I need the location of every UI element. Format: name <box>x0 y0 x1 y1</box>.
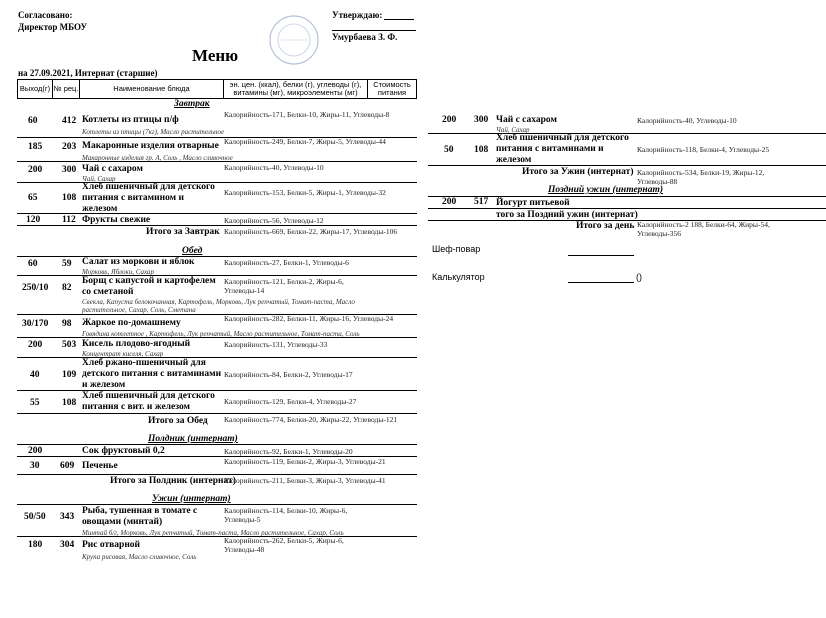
out-value: 120 <box>26 215 41 225</box>
dish-nutrition: Калорийность-118, Белки-4, Углеводы-25 <box>637 145 770 154</box>
dish-nutrition: Калорийность-129, Белки-4, Углеводы-27 <box>224 397 357 406</box>
section-late-dinner: Поздний ужин (интернат) <box>548 185 664 195</box>
dish-name: Кисель плодово-ягодный <box>82 339 191 349</box>
dish-nutrition: Калорийность-114, Белки-10, Жиры-6, Углеводы-5 <box>224 506 348 524</box>
calculator-label: Калькулятор <box>432 272 485 282</box>
row-divider <box>17 504 417 505</box>
chef-signature-line <box>568 255 634 256</box>
dish-nutrition: Калорийность-92, Белки-1, Углеводы-20 <box>224 447 353 456</box>
out-value: 60 <box>28 116 38 126</box>
calculator-paren: () <box>636 272 642 282</box>
out-value: 200 <box>442 115 457 125</box>
row-divider <box>17 390 417 391</box>
dish-name: Котлеты из птицы п/ф <box>82 115 179 125</box>
dish-nutrition: Калорийность-121, Белки-2, Жиры-6, Углеводы-14 <box>224 277 344 295</box>
page-title: Меню <box>192 46 239 65</box>
out-value: 55 <box>30 398 40 408</box>
row-divider <box>17 413 417 414</box>
section-breakfast: Завтрак <box>174 99 210 109</box>
section-dinner: Ужин (интернат) <box>152 494 231 504</box>
row-divider <box>17 256 417 257</box>
date-line: на 27.09.2021, Интернат (старшие) <box>18 68 158 78</box>
dish-name: Рис отварной <box>82 540 141 550</box>
recipe-number: 98 <box>62 319 72 329</box>
dish-nutrition: Калорийность-40, Углеводы-10 <box>637 116 737 125</box>
out-value: 250/10 <box>22 283 49 293</box>
recipe-number: 108 <box>474 145 489 155</box>
dish-name: Йогурт питьевой <box>496 198 570 208</box>
dish-name-line: детского питания с витаминами <box>82 369 222 379</box>
dish-nutrition: Калорийность-282, Белки-11, Жиры-16, Углеводы-24 <box>224 314 394 323</box>
out-value: 30/170 <box>22 319 49 329</box>
dish-name-line: железом <box>496 155 532 165</box>
row-divider <box>17 182 417 183</box>
dish-name: Фрукты свежие <box>82 215 151 225</box>
out-value: 50/50 <box>24 512 46 522</box>
th-cost: Стоимость питания <box>367 79 417 99</box>
dish-nutrition: Калорийность-27, Белки-1, Углеводы-6 <box>224 258 349 267</box>
out-value: 65 <box>28 193 38 203</box>
dish-ingredients: Минтай б/г, Морковь, Лук репчатый, Томат-паста, Масло растительное, Сахар, Соль <box>82 529 344 537</box>
late-dinner-total: того за Поздний ужин (интернат) <box>496 210 638 220</box>
stamp-seal <box>268 14 320 66</box>
day-total: Итого за день <box>576 221 635 231</box>
out-value: 200 <box>28 446 43 456</box>
approve-label: Утверждаю: <box>332 10 383 20</box>
dish-ingredients: Крупа рисовая, Масло сливочное, Соль <box>82 553 197 561</box>
dish-name-line: Хлеб пшеничный для детского <box>496 133 629 143</box>
recipe-number: 82 <box>62 283 72 293</box>
row-divider <box>17 474 417 475</box>
dish-ingredients: растительное, Сахар, Соль, Сметана <box>82 306 196 314</box>
recipe-number: 517 <box>474 197 489 207</box>
dish-name: Чай с сахаром <box>82 164 143 174</box>
recipe-number: 609 <box>60 461 75 471</box>
section-snack: Полдник (интернат) <box>148 434 238 444</box>
th-nutrients: эн. цен. (ккал), белки (г), углеводы (г), витамины (мг), микроэлементы (мг) <box>223 79 368 99</box>
approve-line-2 <box>332 30 416 31</box>
snack-total: Итого за Полдник (интернат) <box>110 476 236 486</box>
th-output: Выход(г) <box>17 79 53 99</box>
dish-name: Салат из моркови и яблок <box>82 257 195 267</box>
recipe-number: 203 <box>62 142 77 152</box>
dish-nutrition: Калорийность-249, Белки-7, Жиры-5, Углеводы-44 <box>224 137 386 146</box>
out-value: 50 <box>444 145 454 155</box>
row-divider <box>17 337 417 338</box>
dish-nutrition: Калорийность-119, Белки-2, Жиры-3, Углеводы-21 <box>224 457 386 466</box>
chef-label: Шеф-повар <box>432 244 481 254</box>
recipe-number: 300 <box>62 165 77 175</box>
dish-name-line: Борщ с капустой и картофелем <box>82 276 216 286</box>
dish-nutrition: Калорийность-153, Белки-5, Жиры-1, Углеводы-32 <box>224 188 386 197</box>
row-divider <box>17 357 417 358</box>
dish-name-line: Хлеб пшеничный для детского <box>82 182 215 192</box>
dish-name: Жаркое по-домашнему <box>82 318 181 328</box>
out-value: 30 <box>30 461 40 471</box>
out-value: 180 <box>28 540 43 550</box>
row-divider <box>17 444 417 445</box>
dish-ingredients: Говядина котлетное , Картофель, Лук репчатый, Масло растительное, Томат-паста, Соль <box>82 330 360 338</box>
dish-name: Печенье <box>82 461 118 471</box>
dish-ingredients: Котлеты из птицы (7кг), Масло растительное <box>82 128 225 136</box>
snack-total-nutrition: Калорийность-211, Белки-3, Жиры-3, Углеводы-41 <box>224 476 386 485</box>
dinner-total-nutrition: Калорийность-534, Белки-19, Жиры-12, Углеводы-88 <box>637 168 765 186</box>
breakfast-total: Итого за Завтрак <box>146 227 220 237</box>
recipe-number: 503 <box>62 340 77 350</box>
dish-name: Макаронные изделия отварные <box>82 141 219 151</box>
approver-name: Умурбаева З. Ф. <box>332 32 398 42</box>
dish-name-line: питания с вит. и железом <box>82 402 191 412</box>
row-divider <box>17 161 417 162</box>
th-name: Наименование блюда <box>79 79 224 99</box>
dish-name-line: питания с витамином и <box>82 193 184 203</box>
row-divider <box>428 165 826 166</box>
dish-nutrition: Калорийность-56, Углеводы-12 <box>224 216 324 225</box>
section-lunch: Обед <box>182 246 203 256</box>
dish-name: Чай с сахаром <box>496 115 557 125</box>
dinner-total: Итого за Ужин (интернат) <box>522 167 634 177</box>
recipe-number: 108 <box>62 398 77 408</box>
out-value: 200 <box>442 197 457 207</box>
dish-ingredients: Чай, Сахар <box>82 175 116 183</box>
day-total-nutrition: Калорийность-2 188, Белки-64, Жиры-54, Углеводы-356 <box>637 220 770 238</box>
row-divider <box>17 213 417 214</box>
dish-nutrition: Калорийность-262, Белки-5, Жиры-6, Углеводы-48 <box>224 536 344 554</box>
dish-ingredients: Свекла, Капуста белокочанная, Картофель, Морковь, Лук репчатый, Томат-паста, Масло <box>82 298 355 306</box>
dish-nutrition: Калорийность-131, Углеводы-33 <box>224 340 328 349</box>
recipe-number: 109 <box>62 370 77 380</box>
out-value: 60 <box>28 259 38 269</box>
recipe-number: 108 <box>62 193 77 203</box>
th-recipe: № рец. <box>52 79 80 99</box>
recipe-number: 304 <box>60 540 75 550</box>
dish-name-line: Рыба, тушенная в томате с <box>82 506 198 516</box>
dish-nutrition: Калорийность-171, Белки-10, Жиры-11, Углеводы-8 <box>224 110 390 119</box>
dish-ingredients: Чай, Сахар <box>496 126 530 134</box>
recipe-number: 300 <box>474 115 489 125</box>
breakfast-total-nutrition: Калорийность-669, Белки-22, Жиры-17, Углеводы-106 <box>224 227 398 236</box>
dish-name-line: и железом <box>82 380 126 390</box>
agreed-label: Согласовано: <box>18 10 73 20</box>
dish-name-line: овощами (минтай) <box>82 517 163 527</box>
recipe-number: 112 <box>62 215 76 225</box>
lunch-total: Итого за Обед <box>148 416 208 426</box>
dish-name-line: со сметаной <box>82 287 134 297</box>
dish-ingredients: Макаронные изделия гр. А, Соль , Масло сливочное <box>82 154 233 162</box>
dish-ingredients: Концентрат киселя, Сахар <box>82 350 164 358</box>
approve-line <box>384 19 414 20</box>
out-value: 40 <box>30 370 40 380</box>
dish-name-line: Хлеб пшеничный для детского <box>82 391 215 401</box>
recipe-number: 412 <box>62 116 77 126</box>
lunch-total-nutrition: Калорийность-774, Белки-20, Жиры-22, Углеводы-121 <box>224 415 398 424</box>
dish-name-line: Хлеб ржано-пшеничный для <box>82 358 206 368</box>
dish-nutrition: Калорийность-84, Белки-2, Углеводы-17 <box>224 370 353 379</box>
dish-nutrition: Калорийность-40, Углеводы-10 <box>224 163 324 172</box>
row-divider <box>17 275 417 276</box>
recipe-number: 343 <box>60 512 75 522</box>
out-value: 200 <box>28 165 43 175</box>
row-divider <box>428 208 826 209</box>
calculator-signature-line <box>568 282 634 283</box>
recipe-number: 59 <box>62 259 72 269</box>
dish-name: Сок фруктовый 0,2 <box>82 446 165 456</box>
dish-ingredients: Морковь, Яблоки, Сахар <box>82 268 155 276</box>
dish-name-line: железом <box>82 204 118 214</box>
out-value: 185 <box>28 142 43 152</box>
row-divider <box>17 225 417 226</box>
dish-name-line: питания с витаминами и <box>496 144 604 154</box>
director-label: Директор МБОУ <box>18 22 88 32</box>
out-value: 200 <box>28 340 43 350</box>
